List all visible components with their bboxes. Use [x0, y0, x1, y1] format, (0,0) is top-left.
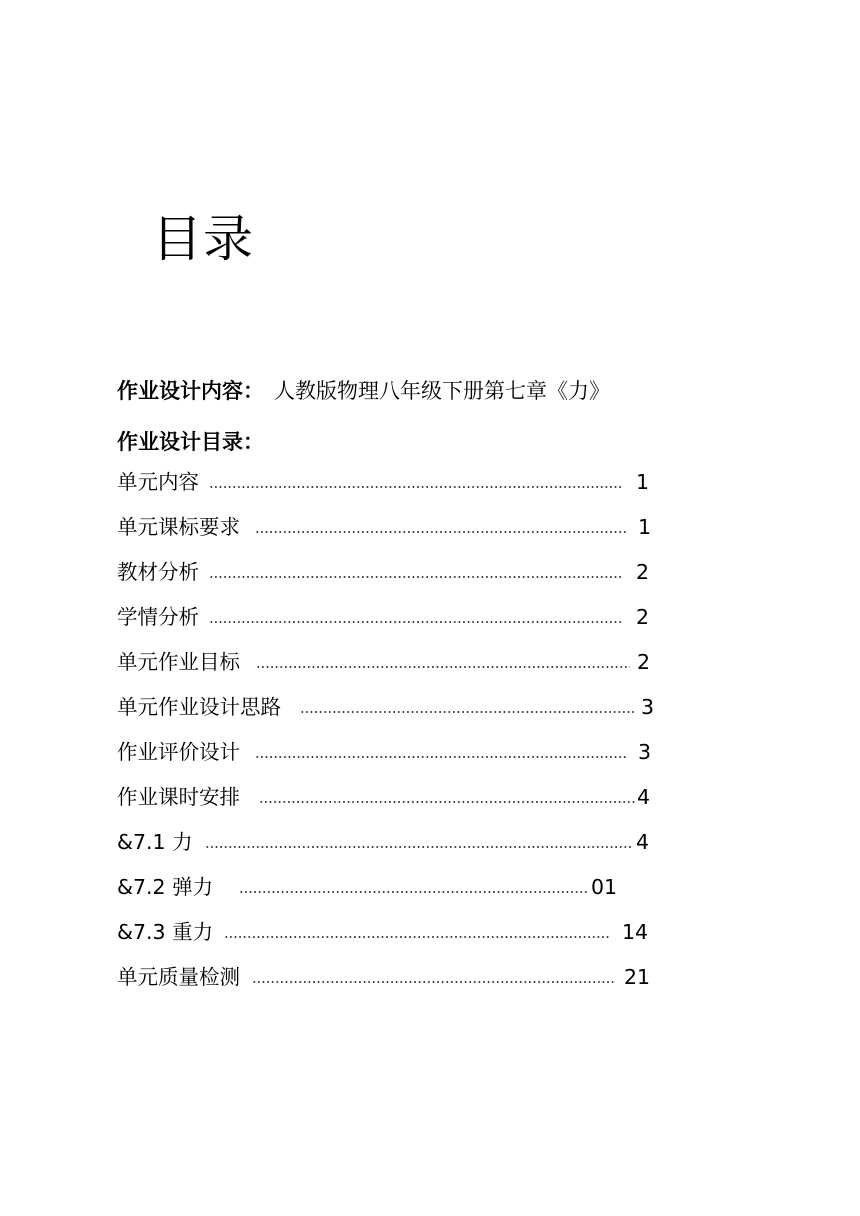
toc-entry — [117, 870, 677, 915]
toc-entry — [117, 690, 677, 735]
toc-list — [117, 465, 677, 1005]
toc-entry-page: 14 — [622, 920, 649, 944]
dot-leader — [205, 845, 631, 849]
toc-entry-page: 4 — [637, 785, 651, 809]
toc-entry-title: 作业课时安排 — [117, 785, 240, 809]
toc-entry-title: &7.3 重力 — [117, 920, 214, 944]
toc-entry — [117, 510, 677, 555]
toc-entry-title: 教材分析 — [117, 560, 199, 584]
toc-entry — [117, 960, 677, 1005]
toc-entry — [117, 825, 677, 870]
toc-entry — [117, 555, 677, 600]
toc-entry-page: 3 — [641, 695, 655, 719]
toc-entry-title: 单元质量检测 — [117, 965, 240, 989]
toc-entry-title: &7.1 力 — [117, 830, 193, 854]
toc-entry-page: 21 — [624, 965, 651, 989]
toc-entry-page: 4 — [636, 830, 650, 854]
dot-leader — [224, 935, 610, 939]
toc-entry-title: &7.2 弹力 — [117, 875, 214, 899]
toc-entry — [117, 735, 677, 780]
toc-entry-page: 2 — [637, 650, 651, 674]
toc-entry — [117, 465, 677, 510]
page-title: 目录 — [152, 210, 254, 268]
toc-entry-title: 单元课标要求 — [117, 515, 240, 539]
toc-entry-page: 01 — [591, 875, 618, 899]
toc-entry-title: 单元作业目标 — [117, 650, 240, 674]
toc-entry — [117, 915, 677, 960]
toc-entry-page: 3 — [638, 740, 652, 764]
dot-leader — [239, 890, 587, 894]
dot-leader — [252, 980, 616, 984]
toc-entry-page: 2 — [636, 560, 650, 584]
toc-entry — [117, 780, 677, 825]
dot-leader — [255, 530, 627, 534]
dot-leader — [255, 755, 627, 759]
dot-leader — [209, 485, 623, 489]
toc-heading: 作业设计目录： — [117, 430, 264, 454]
dot-leader — [256, 665, 630, 669]
toc-entry-page: 1 — [636, 470, 650, 494]
toc-entry-title: 单元内容 — [117, 470, 199, 494]
dot-leader — [209, 575, 623, 579]
content-value: 人教版物理八年级下册第七章《力》 — [274, 379, 610, 403]
dot-leader — [300, 710, 634, 714]
content-line — [117, 374, 610, 408]
toc-entry-title: 单元作业设计思路 — [117, 695, 281, 719]
toc-entry-title: 学情分析 — [117, 605, 199, 629]
toc-entry-page: 1 — [638, 515, 652, 539]
toc-entry-page: 2 — [636, 605, 650, 629]
toc-entry — [117, 645, 677, 690]
content-label: 作业设计内容： — [117, 379, 264, 403]
dot-leader — [259, 800, 636, 804]
toc-entry-title: 作业评价设计 — [117, 740, 240, 764]
dot-leader — [209, 620, 623, 624]
toc-entry — [117, 600, 677, 645]
